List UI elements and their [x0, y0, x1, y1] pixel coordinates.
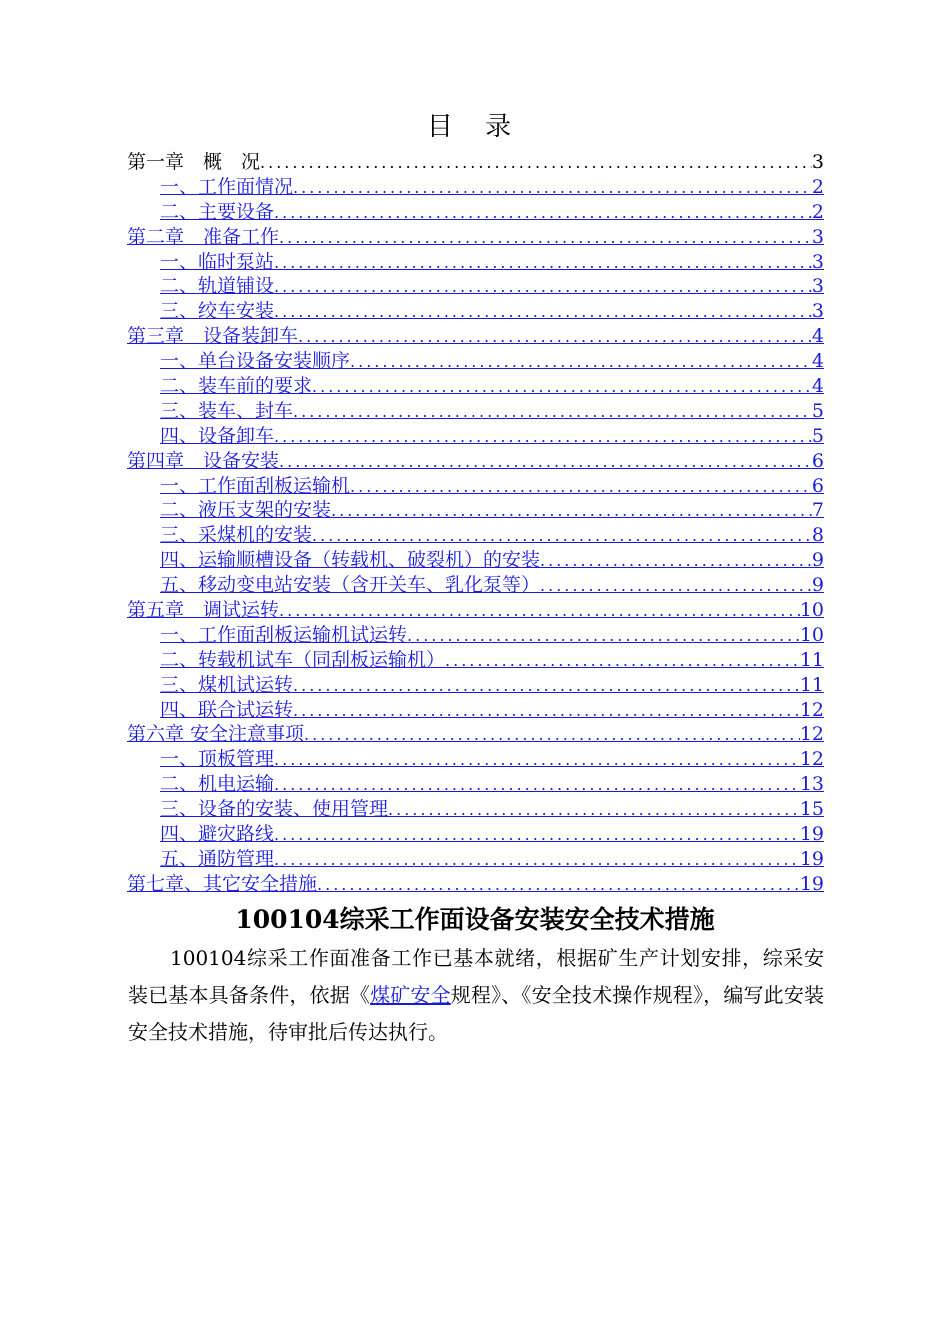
regulation-link[interactable]: 煤矿安全	[370, 983, 451, 1007]
toc-page-number: 12	[799, 723, 824, 746]
toc-leader-dots	[279, 599, 800, 623]
toc-leader-dots	[274, 275, 812, 299]
toc-leader-dots	[279, 450, 812, 474]
toc-section-entry[interactable]	[127, 548, 824, 573]
toc-page-number: 6	[811, 449, 824, 472]
toc-page-number: 10	[799, 599, 824, 622]
toc-page-number: 19	[799, 823, 824, 846]
toc-page-number: 2	[811, 200, 824, 223]
toc-leader-dots	[350, 350, 812, 374]
toc-chapter-entry[interactable]	[127, 449, 824, 474]
toc-entry-label: 第五章 调试运转	[127, 599, 280, 622]
toc-section-entry[interactable]	[127, 498, 824, 523]
toc-section-entry[interactable]	[127, 200, 824, 225]
toc-leader-dots	[312, 375, 812, 399]
toc-entry-label: 五、移动变电站安装（含开关车、乳化泵等）	[160, 574, 541, 597]
toc-entry-label: 第六章 安全注意事项	[127, 723, 305, 746]
toc-chapter-entry[interactable]	[127, 722, 824, 747]
toc-page-number: 11	[799, 648, 824, 671]
toc-section-entry[interactable]	[127, 747, 824, 772]
toc-entry-label: 二、转载机试车（同刮板运输机）	[160, 648, 446, 671]
toc-section-entry[interactable]	[127, 424, 824, 449]
toc-leader-dots	[274, 300, 812, 324]
toc-section-entry[interactable]	[127, 573, 824, 598]
toc-page-number: 6	[811, 474, 824, 497]
toc-entry-label: 二、机电运输	[160, 773, 275, 796]
toc-page-number: 15	[799, 798, 824, 821]
toc-entry-label: 一、工作面刮板运输机	[160, 474, 351, 497]
toc-section-entry[interactable]	[127, 374, 824, 399]
toc-entry-label: 三、绞车安装	[160, 300, 275, 323]
toc-leader-dots	[274, 251, 812, 275]
toc-section-entry[interactable]	[127, 847, 824, 872]
toc-entry-label: 三、采煤机的安装	[160, 524, 313, 547]
toc-leader-dots	[540, 549, 812, 573]
toc-entry-label: 四、联合试运转	[160, 698, 294, 721]
toc-chapter-entry[interactable]	[127, 225, 824, 250]
toc-leader-dots	[293, 699, 800, 723]
toc-leader-dots	[331, 499, 812, 523]
toc-chapter-entry[interactable]	[127, 598, 824, 623]
toc-entry-label: 三、煤机试运转	[160, 673, 294, 696]
toc-entry-label: 一、单台设备安装顺序	[160, 350, 351, 373]
toc-leader-dots	[274, 823, 800, 847]
toc-entry-label: 一、工作面刮板运输机试运转	[160, 623, 408, 646]
toc-section-entry[interactable]	[127, 623, 824, 648]
toc-section-entry[interactable]	[127, 673, 824, 698]
toc-entry-label: 二、轨道铺设	[160, 275, 275, 298]
toc-section-entry[interactable]	[127, 648, 824, 673]
toc-entry-label: 第二章 准备工作	[127, 225, 280, 248]
toc-section-entry[interactable]	[127, 523, 824, 548]
toc-page-number: 8	[811, 524, 824, 547]
toc-section-entry[interactable]	[127, 698, 824, 723]
intro-paragraph	[128, 940, 824, 1051]
toc-leader-dots	[274, 748, 800, 772]
toc-leader-dots	[312, 524, 812, 548]
toc-entry-label: 第一章 概 况	[127, 151, 261, 173]
toc-page-number: 12	[799, 748, 824, 771]
toc-entry-label: 四、避灾路线	[160, 823, 275, 846]
toc-leader-dots	[388, 798, 800, 822]
toc-leader-dots	[293, 400, 812, 424]
toc-leader-dots	[540, 574, 812, 598]
toc-title: 目 录	[426, 112, 524, 142]
toc-leader-dots	[274, 201, 812, 225]
toc-entry-label: 四、运输顺槽设备（转载机、破裂机）的安装	[160, 549, 541, 572]
toc-entry-label: 二、主要设备	[160, 200, 275, 223]
toc-section-entry[interactable]	[127, 349, 824, 374]
toc-section-entry[interactable]	[127, 274, 824, 299]
toc-leader-dots	[274, 425, 812, 449]
toc-leader-dots	[279, 226, 812, 250]
toc-entry-label: 一、临时泵站	[160, 250, 275, 273]
toc-leader-dots	[293, 674, 800, 698]
toc-page-number: 19	[799, 847, 824, 870]
toc-leader-dots	[298, 325, 812, 349]
toc-leader-dots	[317, 873, 800, 897]
toc-page-number: 9	[811, 549, 824, 572]
toc-page-number: 5	[811, 399, 824, 422]
toc-entry-label: 第四章 设备安装	[127, 449, 280, 472]
toc-leader-dots	[304, 723, 800, 747]
toc-page-number: 3	[811, 250, 824, 273]
toc-page-number: 5	[811, 424, 824, 447]
document-heading: 100104综采工作面设备安装安全技术措施	[235, 905, 715, 934]
toc-page-number: 12	[799, 698, 824, 721]
toc-entry-label: 第七章、其它安全措施	[127, 872, 318, 895]
toc-leader-dots	[274, 848, 800, 872]
toc-section-entry[interactable]	[127, 175, 824, 200]
toc-page-number: 19	[799, 872, 824, 895]
toc-section-entry[interactable]	[127, 474, 824, 499]
toc-section-entry[interactable]	[127, 822, 824, 847]
toc-page-number: 7	[811, 499, 824, 522]
toc-entry-label: 五、通防管理	[160, 847, 275, 870]
toc-section-entry[interactable]	[127, 772, 824, 797]
toc-leader-dots	[445, 649, 800, 673]
toc-section-entry[interactable]	[127, 399, 824, 424]
toc-section-entry[interactable]	[127, 250, 824, 275]
table-of-contents	[127, 150, 824, 897]
toc-page-number: 4	[811, 350, 824, 373]
toc-section-entry[interactable]	[127, 797, 824, 822]
toc-leader-dots	[350, 475, 812, 499]
toc-page-number: 3	[811, 151, 824, 173]
toc-leader-dots	[260, 151, 812, 175]
toc-page-number: 13	[799, 773, 824, 796]
toc-section-entry[interactable]	[127, 299, 824, 324]
toc-leader-dots	[293, 176, 812, 200]
toc-page-number: 10	[799, 623, 824, 646]
toc-page-number: 2	[811, 175, 824, 198]
toc-chapter-entry[interactable]	[127, 324, 824, 349]
toc-page-number: 4	[811, 375, 824, 398]
toc-entry-label: 一、工作面情况	[160, 175, 294, 198]
toc-entry-label: 四、设备卸车	[160, 424, 275, 447]
toc-page-number: 3	[811, 225, 824, 248]
toc-entry-label: 三、设备的安装、使用管理	[160, 798, 389, 821]
toc-chapter-entry[interactable]	[127, 872, 824, 897]
toc-page-number: 3	[811, 300, 824, 323]
toc-page-number: 4	[811, 325, 824, 348]
toc-page-number: 3	[811, 275, 824, 298]
toc-page-number: 9	[811, 574, 824, 597]
toc-entry-label: 第三章 设备装卸车	[127, 325, 299, 348]
toc-entry-label: 三、装车、封车	[160, 399, 294, 422]
toc-chapter-entry	[127, 150, 824, 175]
toc-leader-dots	[274, 773, 800, 797]
toc-page-number: 11	[799, 673, 824, 696]
toc-entry-label: 二、液压支架的安装	[160, 499, 332, 522]
intro-text-end: 规程》、《安全技术操作规程》，编写此安装安全技术措施，待审批后传达执行。	[128, 983, 825, 1044]
toc-entry-label: 一、顶板管理	[160, 748, 275, 771]
intro-text-start: 100104综采工作面准备工作已基本就绪，根据矿生产计划安排，综采安装已基本具备条件，依据《	[128, 946, 824, 1007]
toc-entry-label: 二、装车前的要求	[160, 375, 313, 398]
toc-leader-dots	[407, 624, 800, 648]
